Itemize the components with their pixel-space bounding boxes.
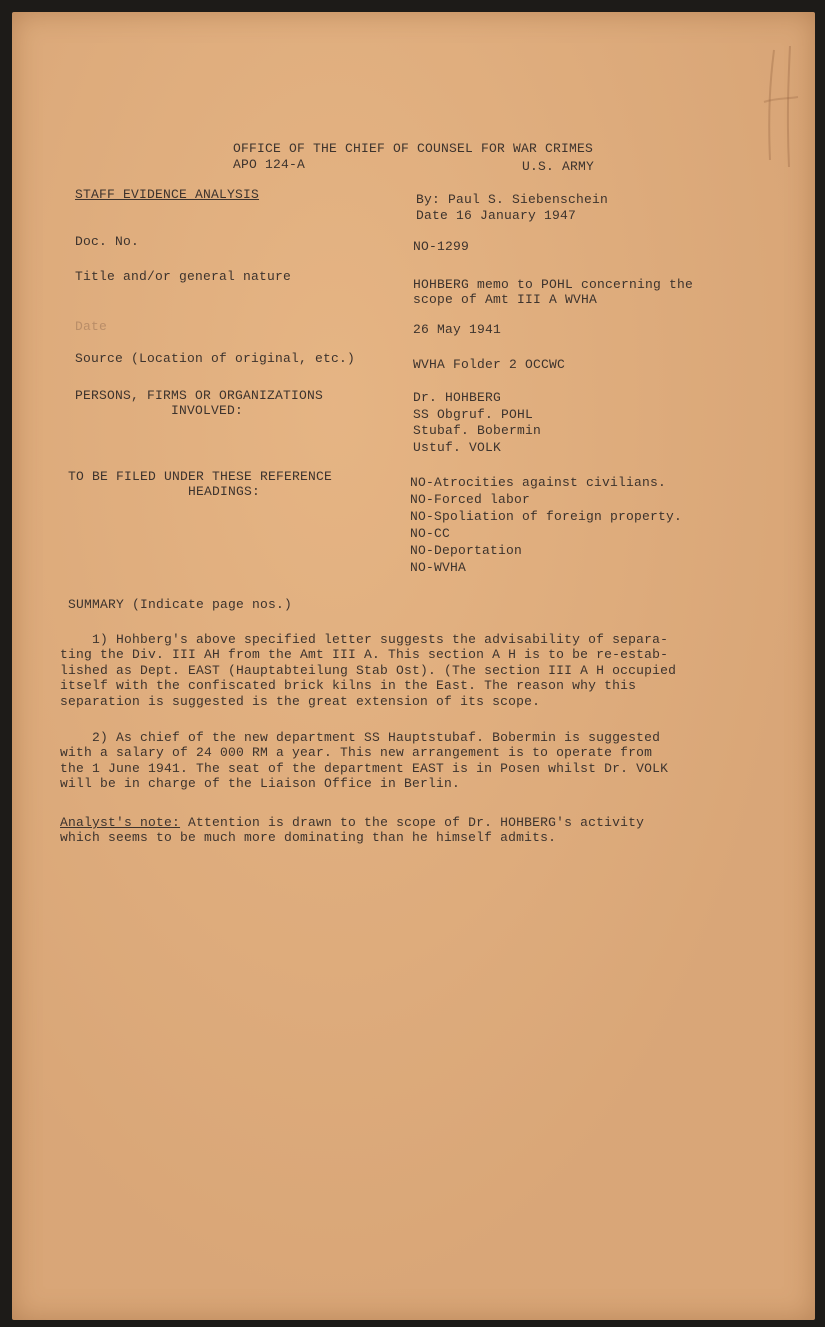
army-label: U.S. ARMY [522,159,595,174]
persons-label: PERSONS, FIRMS OR ORGANIZATIONS INVOLVED: [75,388,324,418]
doc-no-label: Doc. No. [75,234,140,249]
summary-heading: SUMMARY (Indicate page nos.) [68,597,293,612]
analyst-note-label: Analyst's note: [60,815,181,830]
doc-no-value: NO-1299 [413,239,470,254]
filed-value: NO-Atrocities against civilians. NO-Forced labor NO-Spoliation of foreign property. NO-CC NO-Deportation NO-WVHA [410,475,683,575]
analysis-date: Date 16 January 1947 [416,208,577,223]
document-page [12,12,815,1320]
analyst-note-body: Attention is drawn to the scope of Dr. HOHBERG's activity which seems to be much more dominating than he himself admits. [60,815,645,846]
summary-paragraph-2: 2) As chief of the new department SS Hauptstubaf. Bobermin is suggested with a salary of 24 000 RM a year. This new arrangement is to operate from the 1 June 1941. The seat of the department EAST is in Posen whilst Dr. VOLK will be in charge of the Liaison Office in Berlin. [60,730,669,792]
office-title: OFFICE OF THE CHIEF OF COUNSEL FOR WAR CRIMES [233,141,594,156]
source-value: WVHA Folder 2 OCCWC [413,357,566,372]
title-value: HOHBERG memo to POHL concerning the scope of Amt III A WVHA [413,277,694,307]
date-label: Date [75,319,108,334]
summary-paragraph-1: 1) Hohberg's above specified letter suggests the advisability of separa- ting the Div. III AH from the Amt III A. This section A H is to be re-estab- lished as Dept. EAST (Hauptabteilung Stab Ost). (The section III A H occupied itself with the confiscated brick kilns in the East. The reason why this separation is suggested is the great extension of its scope. [60,632,677,709]
analysis-heading: STAFF EVIDENCE ANALYSIS [75,187,260,202]
apo-number: APO 124-A [233,157,306,172]
source-label: Source (Location of original, etc.) [75,351,356,366]
handwritten-margin-mark [760,42,800,172]
persons-value: Dr. HOHBERG SS Obgruf. POHL Stubaf. Bobermin Ustuf. VOLK [413,390,542,455]
filed-label: TO BE FILED UNDER THESE REFERENCE HEADINGS: [68,469,333,499]
title-label: Title and/or general nature [75,269,292,284]
date-value: 26 May 1941 [413,322,502,337]
analyst-note-text [60,815,644,846]
analyst-name: By: Paul S. Siebenschein [416,192,609,207]
